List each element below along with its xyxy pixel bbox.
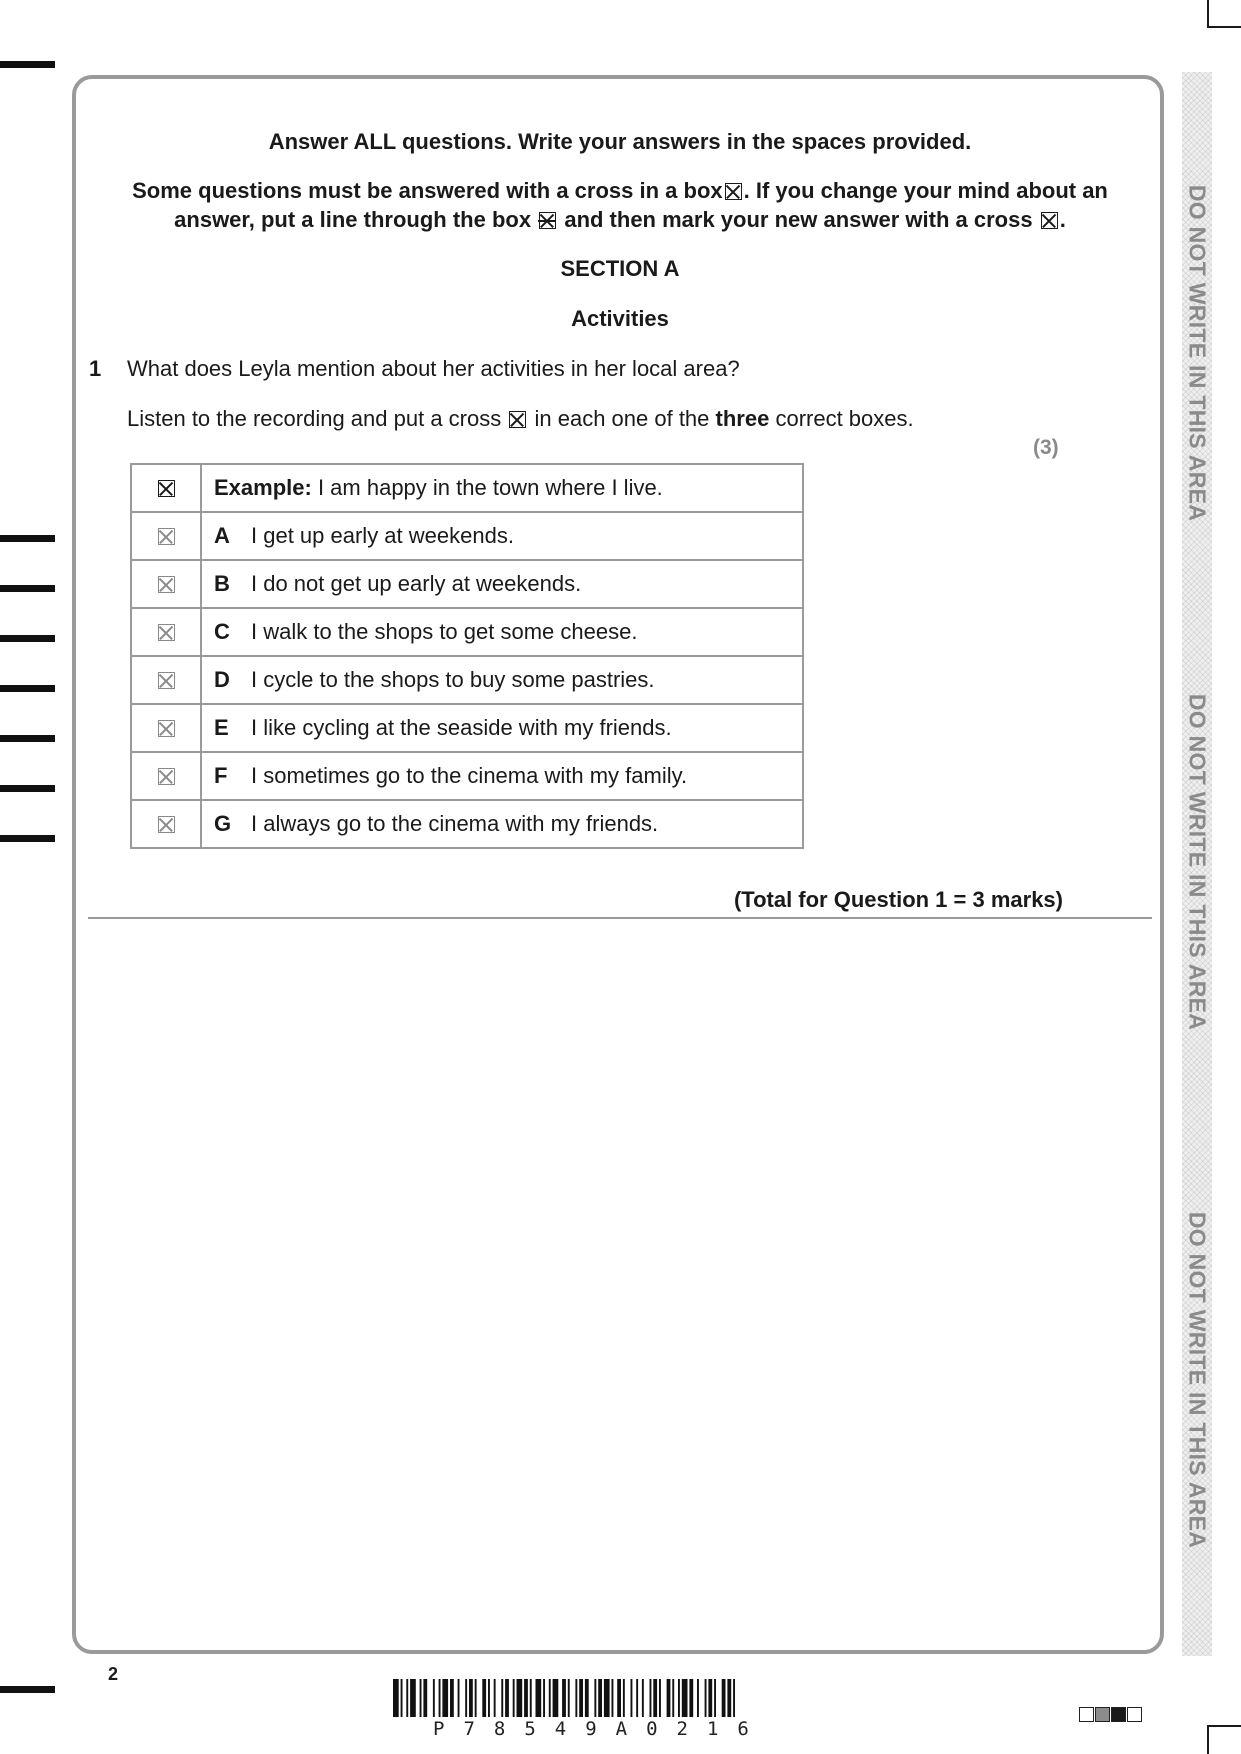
option-text: I cycle to the shops to buy some pastries.: [251, 667, 655, 692]
timing-mark: [0, 1686, 55, 1693]
crossed-box-icon: [725, 183, 742, 200]
topic-title: Activities: [571, 306, 669, 331]
barcode-bar: [653, 1679, 657, 1717]
option-text: I walk to the shops to get some cheese.: [251, 619, 638, 644]
barcode-bar: [617, 1679, 621, 1717]
question-number: 1: [89, 356, 102, 381]
instruction-text: Listen to the recording and put a cross: [127, 406, 502, 431]
barcode-bar: [543, 1679, 545, 1717]
barcode-bar: [488, 1679, 490, 1717]
barcode-bar: [513, 1679, 515, 1717]
answer-checkbox-e[interactable]: [131, 704, 201, 752]
option-text: I sometimes go to the cinema with my family.: [251, 763, 688, 788]
margin-notice: DO NOT WRITE IN THIS AREA: [1184, 693, 1211, 1031]
barcode-bar: [442, 1679, 448, 1717]
barcode-bar: [689, 1679, 693, 1717]
crossed-box-icon: [509, 411, 526, 428]
barcode-bar: [678, 1679, 680, 1717]
option-text-cell: [201, 512, 803, 560]
option-row-f: [131, 752, 803, 800]
barcode-bar: [623, 1679, 625, 1717]
option-text: I always go to the cinema with my friends.: [251, 811, 659, 836]
barcode-bar: [604, 1679, 610, 1717]
barcode-bar: [659, 1679, 661, 1717]
answer-checkbox-g[interactable]: [131, 800, 201, 848]
barcode-bar: [433, 1679, 435, 1717]
example-label: Example:: [214, 475, 312, 500]
option-text-cell: [201, 608, 803, 656]
barcode-bar: [501, 1679, 503, 1717]
barcode-bar: [636, 1679, 638, 1717]
margin-notice: DO NOT WRITE IN THIS AREA: [1184, 1211, 1211, 1549]
barcode-bar: [575, 1679, 577, 1717]
barcode-bar: [524, 1679, 528, 1717]
option-letter: F: [214, 763, 228, 788]
option-letter: A: [214, 523, 230, 548]
instruction-line-1: Answer ALL questions. Write your answers in the spaces provided.: [268, 129, 972, 154]
crop-mark: [1209, 26, 1241, 28]
barcode-bar: [530, 1679, 532, 1717]
barcode-bar: [631, 1679, 633, 1717]
barcode-bar: [708, 1679, 712, 1717]
barcode-bar: [598, 1679, 602, 1717]
option-row-b: [131, 560, 803, 608]
crossed-box-icon: [158, 672, 175, 689]
option-text-cell: [201, 800, 803, 848]
timing-mark: [0, 535, 55, 542]
option-row-g: [131, 800, 803, 848]
barcode-bar: [536, 1679, 542, 1717]
instruction-text: correct boxes.: [775, 406, 914, 431]
barcode-bar: [667, 1679, 671, 1717]
question-total: (Total for Question 1 = 3 marks): [733, 887, 1063, 912]
barcode-bar: [410, 1679, 416, 1717]
timing-mark: [0, 735, 55, 742]
barcode-bar: [642, 1679, 644, 1717]
barcode-bar: [393, 1679, 399, 1717]
timing-mark: [0, 685, 55, 692]
barcode-bar: [465, 1679, 467, 1717]
instruction-text: Some questions must be answered with a cross in a box: [132, 178, 723, 203]
barcode-bar: [450, 1679, 454, 1717]
instruction-text: in each one of the: [534, 406, 710, 431]
option-letter: D: [214, 667, 230, 692]
question-instruction: [127, 406, 914, 432]
barcode-bar: [505, 1679, 509, 1717]
barcode-bar: [697, 1679, 699, 1717]
section-title: SECTION A: [560, 256, 680, 281]
divider: [88, 917, 1152, 919]
barcode-bar: [420, 1679, 422, 1717]
timing-mark: [0, 835, 55, 842]
instruction-cross-rule: [90, 176, 1150, 234]
option-letter: G: [214, 811, 232, 836]
barcode-bar: [594, 1679, 596, 1717]
barcode-bar: [727, 1679, 731, 1717]
barcode-bar: [401, 1679, 403, 1717]
question-text: What does Leyla mention about her activities in her local area?: [127, 356, 740, 381]
example-row: [131, 464, 803, 512]
crop-mark: [1207, 1725, 1209, 1754]
margin-notice: DO NOT WRITE IN THIS AREA: [1184, 184, 1211, 522]
crossed-box-icon: [158, 528, 175, 545]
option-letter: C: [214, 619, 230, 644]
barcode-bar: [568, 1679, 570, 1717]
answer-checkbox-b[interactable]: [131, 560, 201, 608]
barcode-bar: [672, 1679, 674, 1717]
square: [1127, 1707, 1142, 1722]
instruction-text: .: [1059, 207, 1066, 232]
barcode-bar: [714, 1679, 716, 1717]
crossed-box-icon: [158, 768, 175, 785]
answer-checkbox-c[interactable]: [131, 608, 201, 656]
barcode-number: P78549A0216: [433, 1718, 768, 1740]
option-text-cell: [201, 704, 803, 752]
marks-available: (3): [1033, 436, 1059, 459]
option-text: I get up early at weekends.: [251, 523, 514, 548]
option-letter: B: [214, 571, 230, 596]
option-letter: E: [214, 715, 229, 740]
option-row-d: [131, 656, 803, 704]
option-row-a: [131, 512, 803, 560]
option-text: I do not get up early at weekends.: [251, 571, 582, 596]
crossed-box-icon: [158, 720, 175, 737]
timing-mark: [0, 61, 55, 68]
square: [1111, 1707, 1126, 1722]
answer-options-table: [130, 463, 804, 849]
barcode-bar: [406, 1679, 408, 1717]
option-text-cell: [201, 656, 803, 704]
barcode-bar: [469, 1679, 473, 1717]
example-box-cell: [131, 464, 201, 512]
barcode-bar: [423, 1679, 427, 1717]
barcode-bar: [549, 1679, 551, 1717]
option-text: I like cycling at the seaside with my friends.: [251, 715, 672, 740]
crop-mark: [1209, 1725, 1241, 1727]
barcode-bar: [439, 1679, 441, 1717]
answer-checkbox-f[interactable]: [131, 752, 201, 800]
barcode-bar: [612, 1679, 614, 1717]
barcode-bar: [722, 1679, 726, 1717]
instruction-text: answer, put a line through the box: [174, 207, 532, 232]
barcode-bar: [517, 1679, 523, 1717]
crossed-box-icon: [158, 576, 175, 593]
timing-mark: [0, 785, 55, 792]
crossed-box-icon: [1041, 212, 1058, 229]
barcode-bar: [579, 1679, 583, 1717]
barcode-bar: [733, 1679, 735, 1717]
crossed-box-icon: [158, 816, 175, 833]
instruction-text: and then mark your new answer with a cross: [564, 207, 1033, 232]
timing-mark: [0, 585, 55, 592]
emphasis-three: three: [715, 406, 770, 431]
option-text-cell: [201, 752, 803, 800]
option-row-e: [131, 704, 803, 752]
page-squares: [1079, 1707, 1143, 1722]
barcode-bar: [705, 1679, 707, 1717]
barcode-bar: [682, 1679, 688, 1717]
option-text-cell: [201, 560, 803, 608]
page-number: 2: [108, 1664, 119, 1684]
square: [1095, 1707, 1110, 1722]
barcode-bar: [494, 1679, 496, 1717]
barcode-bar: [562, 1679, 566, 1717]
example-text: I am happy in the town where I live.: [317, 475, 663, 500]
instruction-text: . If you change your mind about an: [743, 178, 1108, 203]
barcode-bar: [475, 1679, 477, 1717]
answer-checkbox-a[interactable]: [131, 512, 201, 560]
barcode-bar: [458, 1679, 460, 1717]
barcode-bar: [650, 1679, 652, 1717]
barcode-bar: [585, 1679, 589, 1717]
square: [1079, 1707, 1094, 1722]
crossed-box-icon: [158, 624, 175, 641]
barcode: [393, 1679, 845, 1717]
example-text-cell: [201, 464, 803, 512]
crop-mark: [1207, 0, 1209, 28]
crossed-box-icon: [158, 480, 175, 497]
struck-box-icon: [539, 212, 556, 229]
timing-mark: [0, 635, 55, 642]
barcode-bar: [553, 1679, 559, 1717]
answer-checkbox-d[interactable]: [131, 656, 201, 704]
option-row-c: [131, 608, 803, 656]
barcode-bar: [482, 1679, 486, 1717]
